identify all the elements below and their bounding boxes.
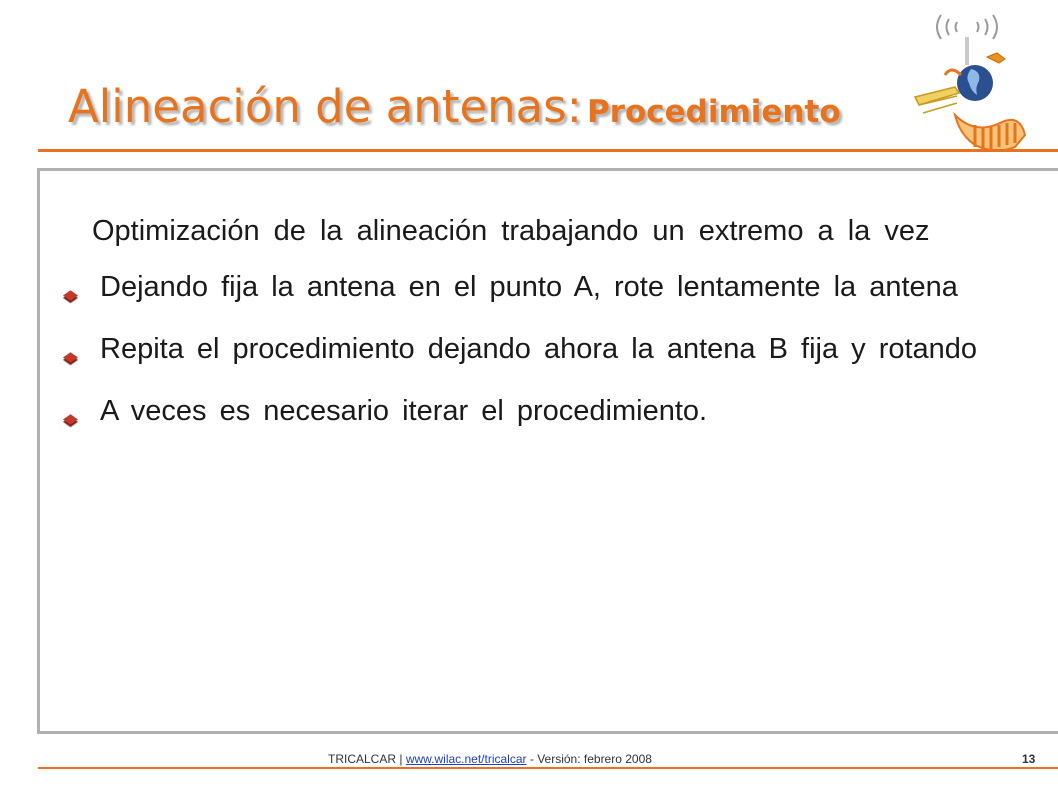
intro-text: Optimización de la alineación trabajando un extremo a la vez xyxy=(92,215,930,247)
title-sub: Procedimiento xyxy=(586,94,841,130)
bullet-list xyxy=(40,271,977,457)
footer-rule xyxy=(38,767,1058,769)
red-diamond-bullet-icon xyxy=(63,352,78,362)
footer-link[interactable]: www.wilac.net/tricalcar xyxy=(405,752,527,766)
footer-center xyxy=(328,752,652,766)
slide-title xyxy=(68,80,841,133)
title-underline xyxy=(38,149,1058,152)
wilac-logo-icon xyxy=(905,5,1035,155)
bullet-text: Repita el procedimiento dejando ahora la antena B fija y rotando xyxy=(100,333,978,365)
page-number: 13 xyxy=(1022,752,1036,766)
title-main: Alineación de antenas: xyxy=(68,80,582,133)
footer-version: - Versión: febrero 2008 xyxy=(529,752,652,766)
bullet-item xyxy=(40,333,977,395)
bullet-item xyxy=(40,271,977,333)
red-diamond-bullet-icon xyxy=(63,414,78,424)
bullet-text: A veces es necesario iterar el procedimiento. xyxy=(100,395,708,427)
footer-brand: TRICALCAR | xyxy=(328,752,403,766)
bullet-text: Dejando fija la antena en el punto A, rote lentamente la antena xyxy=(100,271,958,303)
red-diamond-bullet-icon xyxy=(63,290,78,300)
content-frame xyxy=(37,168,1058,734)
bullet-item xyxy=(40,395,977,457)
